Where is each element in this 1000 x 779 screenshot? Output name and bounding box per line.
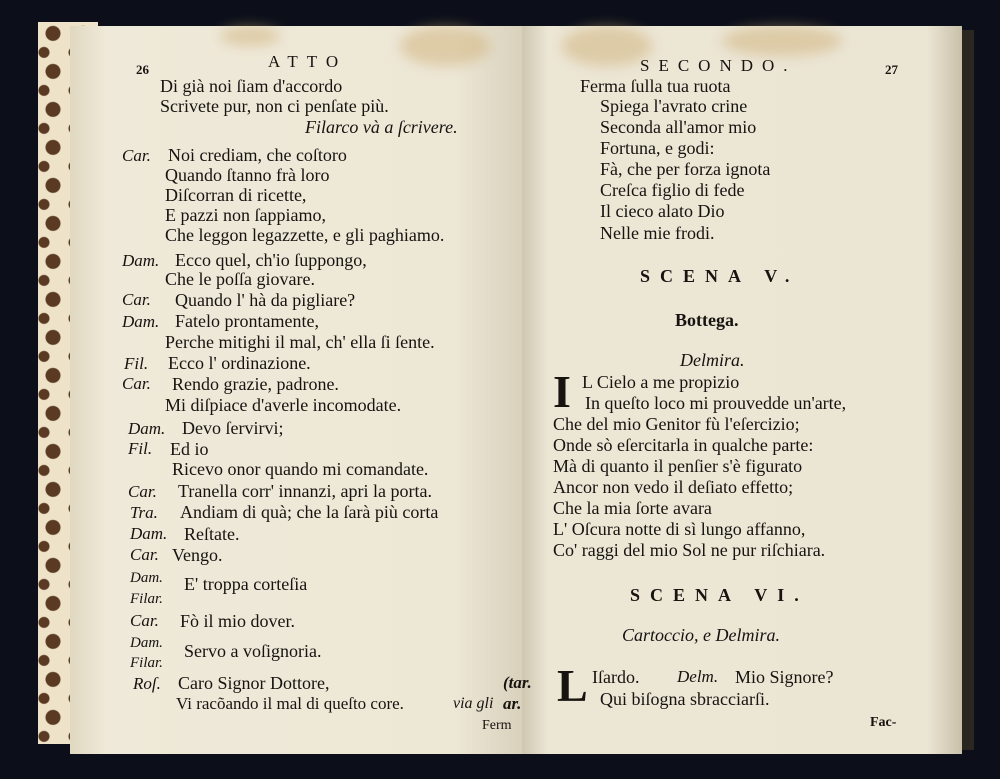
catchword: Ferm bbox=[482, 718, 512, 733]
speaker: Car. bbox=[122, 290, 151, 309]
text-line: Vi racõando il mal di queſto core. bbox=[176, 694, 404, 713]
scene-title: SCENA VI. bbox=[630, 585, 809, 605]
speaker: Car. bbox=[130, 545, 159, 564]
scene-setting: Bottega. bbox=[675, 310, 739, 330]
text-line: L' Oſcura notte di sì lungo affanno, bbox=[553, 519, 806, 539]
text-line: Tranella corr' innanzi, apri la porta. bbox=[178, 481, 432, 501]
stage-direction: Filarco và a ſcrivere. bbox=[305, 117, 458, 137]
running-head: SECONDO. bbox=[640, 56, 797, 75]
text-line: Reſtate. bbox=[184, 524, 240, 544]
text-line: Quando ſtanno frà loro bbox=[165, 165, 330, 185]
speaker: Dam. bbox=[122, 312, 160, 331]
text-line: Mà di quanto il penſier s'è figurato bbox=[553, 456, 803, 476]
drop-cap: L bbox=[557, 660, 588, 711]
book-cover-edge bbox=[962, 30, 974, 750]
text-line: Che le poſſa giovare. bbox=[165, 269, 315, 289]
text-line: Andiam di quà; che la ſarà più corta bbox=[180, 502, 439, 522]
running-head: ATTO bbox=[268, 52, 348, 71]
speaker: Dam. bbox=[130, 524, 168, 543]
drop-cap: I bbox=[553, 366, 571, 417]
catchword: Fac- bbox=[870, 715, 897, 730]
verse-line: Spiega l'avrato crine bbox=[600, 96, 748, 116]
text-line: Ecco l' ordinazione. bbox=[168, 353, 311, 373]
margin-note: (tar. bbox=[503, 673, 532, 692]
text-line: Mio Signore? bbox=[735, 667, 834, 687]
speaker: Dam. bbox=[122, 251, 160, 270]
text-line: In queſto loco mi prouvedde un'arte, bbox=[585, 393, 847, 413]
text-line: Che leggon legazzette, e gli paghiamo. bbox=[165, 225, 445, 245]
text-line: Caro Signor Dottore, bbox=[178, 673, 330, 693]
speaker: Tra. bbox=[130, 503, 158, 522]
text-line: Scrivete pur, non ci penſate più. bbox=[160, 96, 389, 116]
speaker: Car. bbox=[128, 482, 157, 501]
text-line: Noi crediam, che coſtoro bbox=[168, 145, 347, 165]
text-line: Qui biſogna sbracciarſi. bbox=[600, 689, 770, 709]
speaker: Car. bbox=[130, 611, 159, 630]
text-line: Devo ſervirvi; bbox=[182, 418, 284, 438]
text-line: E' troppa corteſia bbox=[184, 574, 308, 594]
scene-speaker: Delmira. bbox=[680, 350, 745, 370]
text-line: Ancor non vedo il deſiato effetto; bbox=[553, 477, 794, 497]
text-line: Onde sò eſercitarla in qualche parte: bbox=[553, 435, 814, 455]
scene-characters: Cartoccio, e Delmira. bbox=[622, 625, 780, 645]
verse-line: Fà, che per forza ignota bbox=[600, 159, 771, 179]
speaker: Delm. bbox=[677, 667, 719, 686]
verse-line: Ferma ſulla tua ruota bbox=[580, 76, 731, 96]
page-number: 27 bbox=[885, 62, 898, 77]
verse-line: Il cieco alato Dio bbox=[600, 201, 725, 221]
speaker: Dam. bbox=[130, 635, 163, 651]
margin-note: ar. bbox=[503, 694, 522, 713]
verse-line: Seconda all'amor mio bbox=[600, 117, 757, 137]
text-line: Che la mia ſorte avara bbox=[553, 498, 712, 518]
verse-line: Fortuna, e godi: bbox=[600, 138, 715, 158]
text-line: Mi diſpiace d'averle incomodate. bbox=[165, 395, 402, 415]
text-line: Co' raggi del mio Sol ne pur riſchiara. bbox=[553, 540, 826, 560]
text-line: Quando l' hà da pigliare? bbox=[175, 290, 356, 310]
text-line: Perche mitighi il mal, ch' ella ſi ſente. bbox=[165, 332, 435, 352]
text-line: Vengo. bbox=[172, 545, 223, 565]
scene-title: SCENA V. bbox=[640, 266, 800, 286]
text-line: E pazzi non ſappiamo, bbox=[165, 205, 326, 225]
speaker: Fil. bbox=[124, 354, 149, 373]
text-line: Fò il mio dover. bbox=[180, 611, 296, 631]
text-line: Che del mio Genitor fù l'eſercizio; bbox=[553, 414, 800, 434]
speaker: Dam. bbox=[128, 419, 166, 438]
text-line: Servo a voſignoria. bbox=[184, 641, 322, 661]
text-line: Rendo grazie, padrone. bbox=[172, 374, 339, 394]
text-line: Ecco quel, ch'io ſuppongo, bbox=[175, 250, 367, 270]
speaker: Car. bbox=[122, 374, 151, 393]
text-line: Ricevo onor quando mi comandate. bbox=[172, 459, 429, 479]
page-number: 26 bbox=[136, 62, 149, 77]
speaker: Filar. bbox=[130, 591, 163, 607]
text-line: Fatelo prontamente, bbox=[175, 311, 319, 331]
speaker: Roſ. bbox=[133, 674, 161, 693]
verse-line: Creſca figlio di fede bbox=[600, 180, 745, 200]
text-line: Diſcorran di ricette, bbox=[165, 185, 307, 205]
text-line: L Cielo a me propizio bbox=[582, 372, 740, 392]
margin-note: via gli bbox=[453, 695, 494, 712]
speaker: Car. bbox=[122, 146, 151, 165]
text-line: Di già noi ſiam d'accordo bbox=[160, 76, 343, 96]
speaker: Filar. bbox=[130, 655, 163, 671]
speaker: Dam. bbox=[130, 570, 163, 586]
text-line: Iſardo. bbox=[592, 667, 640, 687]
text-line: Ed io bbox=[170, 439, 209, 459]
verse-line: Nelle mie frodi. bbox=[600, 223, 715, 243]
speaker: Fil. bbox=[128, 439, 153, 458]
